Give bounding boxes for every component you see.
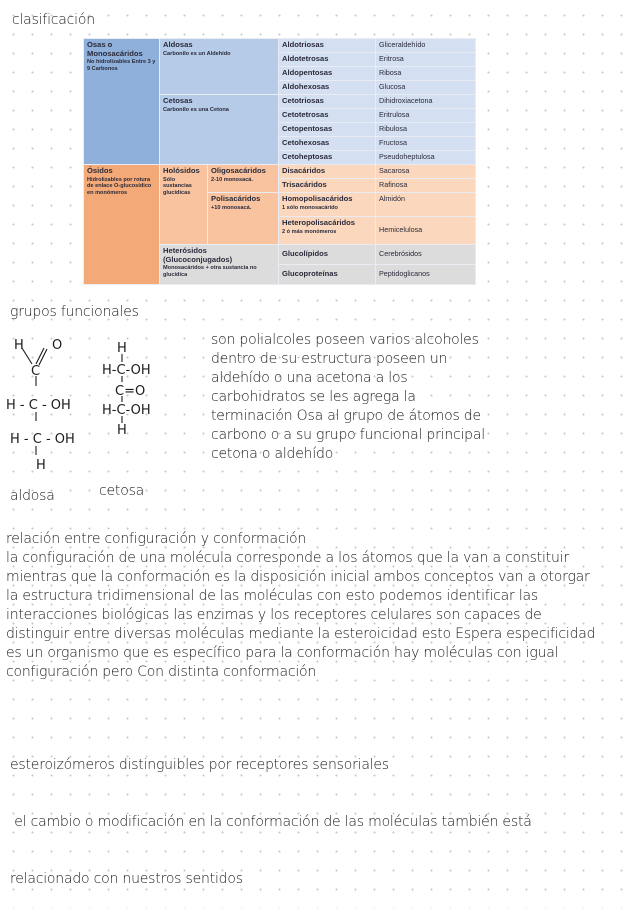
aldosa-h-top: H: [14, 338, 24, 353]
cetosa-row2: C=O: [115, 384, 146, 399]
table-row: Cetotriosas: [279, 95, 376, 109]
oligosacaridos-cell: Oligosacáridos 2-10 monosacá.: [208, 165, 279, 193]
aldosa-row3: H - C - OH: [10, 432, 75, 447]
table-cell: Cerebrósidos: [376, 245, 476, 265]
cetosa-row3: H-C-OH: [102, 403, 151, 418]
table-row: Trisacáridos: [279, 179, 376, 193]
table-cell: Pseudoheptulosa: [376, 151, 476, 165]
table-cell: Sacarosa: [376, 165, 476, 179]
heading-grupos-funcionales: grupos funcionales: [10, 304, 139, 320]
table-row: Heteropolisacáridos 2 ó más monómeros: [279, 217, 376, 245]
table-row: Homopolisacáridos 1 sólo monosacárido: [279, 193, 376, 217]
table-row: Aldopentosas: [279, 67, 376, 81]
table-row: Aldotriosas: [279, 39, 376, 53]
table-cell: Gliceraldehído: [376, 39, 476, 53]
cetosa-h-top: H: [117, 341, 127, 356]
table-row: Cetohexosas: [279, 137, 376, 151]
description-text: [211, 331, 485, 464]
text-line: configuración pero Con distinta conformación: [6, 664, 317, 680]
aldosa-o-top: O: [52, 338, 63, 353]
holosidos-cell: Holósidos Sólo sustancias glucídicas: [160, 165, 208, 245]
text-line: relacionado con nuestros sentidos: [10, 871, 243, 887]
cetosa-row1: H-C-OH: [102, 363, 151, 378]
text-line: carbono o a su grupo funcional principal: [211, 427, 485, 443]
table-row: Glucoproteínas: [279, 265, 376, 285]
table-cell: Fructosa: [376, 137, 476, 151]
table-cell: Glucosa: [376, 81, 476, 95]
heterosidos-cell: Heterósidos (Glucoconjugados) Monosacáridos + otra sustancia no glucídica: [160, 245, 279, 285]
aldosa-row2: H - C - OH: [6, 398, 71, 413]
text-line: el cambio o modificación en la conformación de las moléculas también está: [10, 814, 532, 830]
osas-cell: Osas o Monosacáridos No hidrolizables Entre 3 y 9 Carbonos: [84, 39, 160, 165]
estereoisomeros-text: [10, 718, 532, 908]
text-line: la configuración de una molécula corresponde a los átomos que la van a constituir: [6, 550, 569, 566]
text-line: aldehído o una acetona a los: [211, 370, 408, 386]
text-line: relación entre configuración y conformación: [6, 531, 307, 547]
aldosas-cell: Aldosas Carbonilo es un Aldehído: [160, 39, 279, 95]
label-cetosa: cetosa: [99, 483, 145, 499]
text-line: son polialcoles poseen varios alcoholes: [211, 332, 479, 348]
cetosas-cell: Cetosas Carbonilo es una Cetona: [160, 95, 279, 165]
text-line: mientras que la conformación es la disposición inicial ambos conceptos van a otorgar: [6, 569, 590, 585]
table-row: Glucolípidos: [279, 245, 376, 265]
text-line: interacciones biológicas las enzimas y los receptores celulares son capaces de: [6, 607, 542, 623]
cetosa-h-bottom: H: [117, 423, 127, 438]
table-cell: Eritrosa: [376, 53, 476, 67]
table-cell: Eritrulosa: [376, 109, 476, 123]
relacion-text: [6, 530, 595, 682]
text-line: dentro de su estructura poseen un: [211, 351, 448, 367]
text-line: cetona o aldehído: [211, 446, 334, 462]
table-row: Cetoheptosas: [279, 151, 376, 165]
table-cell: Hemicelulosa: [376, 217, 476, 245]
table-cell: Ribulosa: [376, 123, 476, 137]
classification-table: [83, 38, 476, 285]
text-line: terminación Osa al grupo de átomos de: [211, 408, 481, 424]
text-line: la estructura tridimensional de las moléculas con esto podemos identificar las: [6, 588, 539, 604]
aldosa-c1: C: [31, 364, 41, 379]
table-row: Cetotetrosas: [279, 109, 376, 123]
label-aldosa: aldosa: [10, 488, 55, 504]
table-cell: Almidón: [376, 193, 476, 217]
text-line: distinguir entre diversas moléculas mediante la esteroicidad esto Espera especificidad: [6, 626, 596, 642]
table-row: Disacáridos: [279, 165, 376, 179]
heading-clasificacion: clasificación: [12, 12, 95, 28]
table-row: Cetopentosas: [279, 123, 376, 137]
table-row: Aldohexosas: [279, 81, 376, 95]
text-line: carbohidratos se les agrega la: [211, 389, 416, 405]
bond: [39, 349, 47, 365]
table-cell: Dihidroxiacetona: [376, 95, 476, 109]
table-cell: Peptidoglicanos: [376, 265, 476, 285]
bond: [36, 348, 44, 364]
text-line: esteroizómeros distinguibles por receptores sensoriales: [10, 757, 389, 773]
chem-structures: [0, 330, 200, 480]
aldosa-h-bottom: H: [36, 458, 46, 473]
text-line: es un organismo que es específico para la conformación hay moléculas con igual: [6, 645, 559, 661]
polisacaridos-cell: Polisacáridos +10 monosacá.: [208, 193, 279, 245]
table-row: Aldotetrosas: [279, 53, 376, 67]
table-cell: Rafinosa: [376, 179, 476, 193]
table-cell: Ribosa: [376, 67, 476, 81]
osidos-cell: Ósidos Hidrolizables por rotura de enlace O-glucosídico en monómeros: [84, 165, 160, 285]
